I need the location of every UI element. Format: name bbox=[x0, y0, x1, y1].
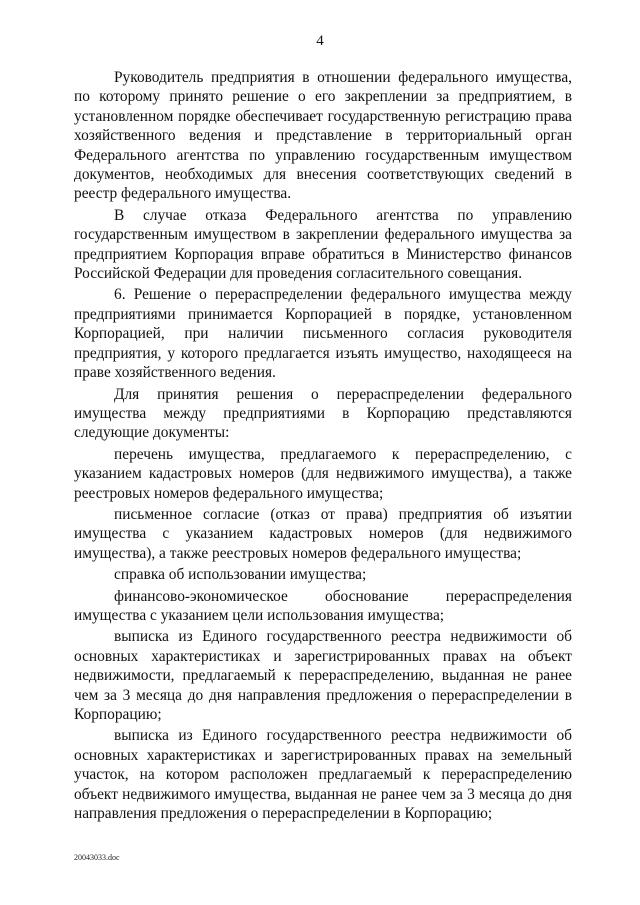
document-body bbox=[74, 68, 572, 823]
list-item-financial-justification: финансово-экономическое обоснование перераспределения имущества с указанием цели использования имущества; bbox=[74, 587, 572, 624]
list-item-written-consent: письменное согласие (отказ от права) предприятия об изъятии имущества с указанием кадастровых номеров (для недвижимого имущества), а также реестровых номеров федерального имущества; bbox=[74, 505, 572, 562]
paragraph-registration: Руководитель предприятия в отношении федерального имущества, по которому принято решение о его закреплении за предприятием, в установленном порядке обеспечивает государственную регистрацию права хозяйственного ведения и представление в территориальный орган Федерального агентства по управлению государственным имуществом документов, необходимых для внесения соответствующих сведений в реестр федерального имущества. bbox=[74, 69, 572, 203]
paragraph-documents-intro: Для принятия решения о перераспределении федерального имущества между предприятиями в Корпорацию представляются следующие документы: bbox=[74, 385, 572, 442]
footer-filename: 20043033.doc bbox=[74, 853, 120, 862]
paragraph-refusal: В случае отказа Федерального агентства по управлению государственным имуществом в закреплении федерального имущества за предприятием Корпорация вправе обратиться в Министерство финансов Российской Федерации для проведения согласительного совещания. bbox=[74, 206, 572, 283]
list-item-property-list: перечень имущества, предлагаемого к перераспределению, с указанием кадастровых номеров (для недвижимого имущества), а также реестровых номеров федерального имущества; bbox=[74, 445, 572, 502]
list-item-usage-certificate: справка об использовании имущества; bbox=[114, 566, 367, 584]
list-item-registry-extract-land: выписка из Единого государственного реестра недвижимости об основных характеристиках и зарегистрированных правах на земельный участок, на котором расположен предлагаемый к перераспределению объект недвижимого имущества, выданная не ранее чем за 3 месяца до дня направления предложения о перераспределении в Корпорацию; bbox=[74, 727, 572, 823]
list-item-registry-extract-object: выписка из Единого государственного реестра недвижимости об основных характеристиках и зарегистрированных правах на объект недвижимости, предлагаемый к перераспределению, выданная не ранее чем за 3 месяца до дня направления предложения о перераспределении в Корпорацию; bbox=[74, 628, 572, 723]
page-number: 4 bbox=[316, 33, 324, 49]
paragraph-redistribution-decision: 6. Решение о перераспределении федерального имущества между предприятиями принимается Корпорацией в порядке, установленном Корпорацией, при наличии письменного согласия руководителя предприятия, у которого предлагается изъять имущество, находящееся на праве хозяйственного ведения. bbox=[74, 286, 572, 382]
